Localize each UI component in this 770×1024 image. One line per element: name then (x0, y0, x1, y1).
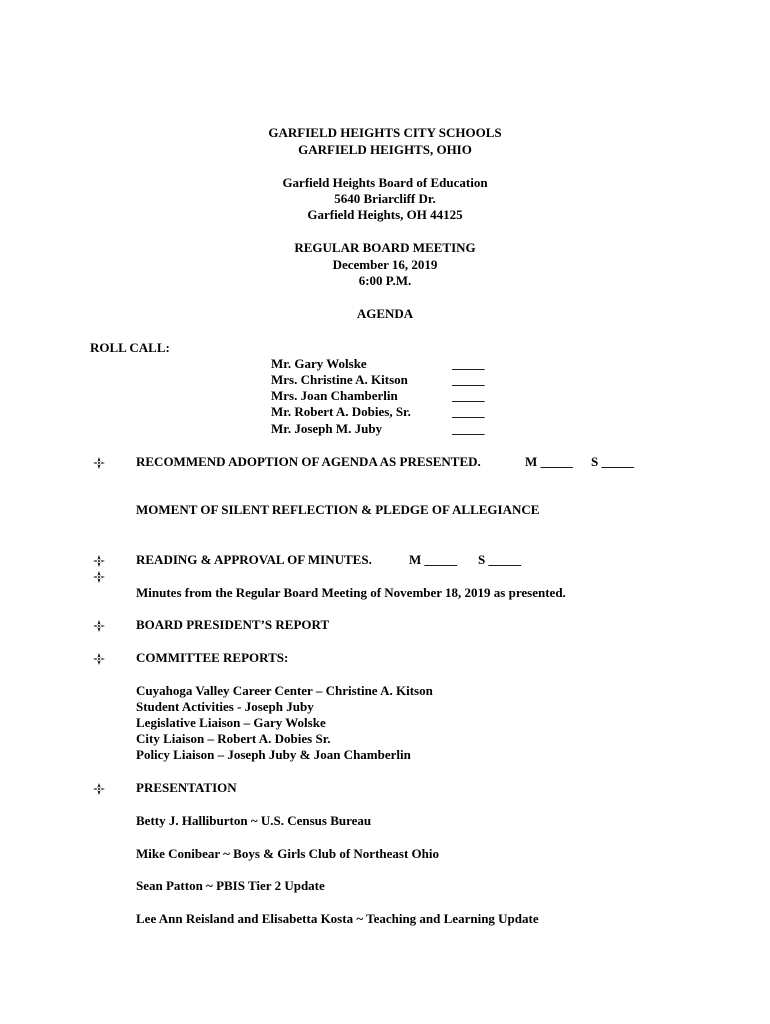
member-name: Mrs. Joan Chamberlin (271, 388, 398, 403)
meeting-type: REGULAR BOARD MEETING (294, 240, 476, 255)
member-name: Mrs. Christine A. Kitson (271, 372, 408, 387)
committee-item: Legislative Liaison – Gary Wolske (136, 715, 326, 730)
minutes-second: S _____ (478, 552, 521, 567)
member-blank: _____ (452, 356, 485, 371)
diamond-bullet-icon (92, 783, 106, 795)
member-name: Mr. Robert A. Dobies, Sr. (271, 404, 411, 419)
committee-item: Student Activities - Joseph Juby (136, 699, 314, 714)
committee-title: COMMITTEE REPORTS: (136, 650, 289, 665)
presentation-item: Betty J. Halliburton ~ U.S. Census Bureau (136, 813, 372, 828)
reflection-item: MOMENT OF SILENT REFLECTION & PLEDGE OF ALLEGIANCE (136, 502, 540, 517)
member-name: Mr. Joseph M. Juby (271, 421, 383, 436)
board-name: Garfield Heights Board of Education (282, 175, 488, 190)
minutes-detail: Minutes from the Regular Board Meeting of November 18, 2019 as presented. (136, 585, 566, 600)
diamond-bullet-icon (92, 555, 106, 567)
adoption-second: S _____ (591, 454, 634, 469)
minutes-item: READING & APPROVAL OF MINUTES. (136, 552, 372, 567)
presentation-item: Lee Ann Reisland and Elisabetta Kosta ~ Teaching and Learning Update (136, 911, 539, 926)
agenda-label: AGENDA (356, 306, 414, 321)
adoption-motion: M _____ (525, 454, 574, 469)
diamond-bullet-icon (92, 620, 106, 632)
presentation-item: Mike Conibear ~ Boys & Girls Club of Northeast Ohio (136, 846, 439, 861)
member-blank: _____ (452, 388, 485, 403)
meeting-date: December 16, 2019 (332, 257, 438, 272)
presentation-item: Sean Patton ~ PBIS Tier 2 Update (136, 878, 325, 893)
president-report-item: BOARD PRESIDENT’S REPORT (136, 617, 330, 632)
address-line2: Garfield Heights, OH 44125 (307, 207, 463, 222)
committee-item: Cuyahoga Valley Career Center – Christine A. Kitson (136, 683, 433, 698)
minutes-motion: M _____ (409, 552, 458, 567)
district-location: GARFIELD HEIGHTS, OHIO (298, 142, 472, 157)
roll-call-label: ROLL CALL: (90, 340, 170, 355)
adoption-item: RECOMMEND ADOPTION OF AGENDA AS PRESENTED. (136, 454, 481, 469)
district-name: GARFIELD HEIGHTS CITY SCHOOLS (268, 125, 502, 140)
committee-item: Policy Liaison – Joseph Juby & Joan Chamberlin (136, 747, 411, 762)
diamond-bullet-icon (92, 653, 106, 665)
member-blank: _____ (452, 421, 485, 436)
member-blank: _____ (452, 372, 485, 387)
meeting-time: 6:00 P.M. (358, 273, 412, 288)
diamond-bullet-icon (92, 457, 106, 469)
diamond-bullet-icon (92, 571, 106, 583)
presentation-title: PRESENTATION (136, 780, 237, 795)
member-blank: _____ (452, 404, 485, 419)
committee-item: City Liaison – Robert A. Dobies Sr. (136, 731, 331, 746)
member-name: Mr. Gary Wolske (271, 356, 367, 371)
address-line1: 5640 Briarcliff Dr. (334, 191, 436, 206)
